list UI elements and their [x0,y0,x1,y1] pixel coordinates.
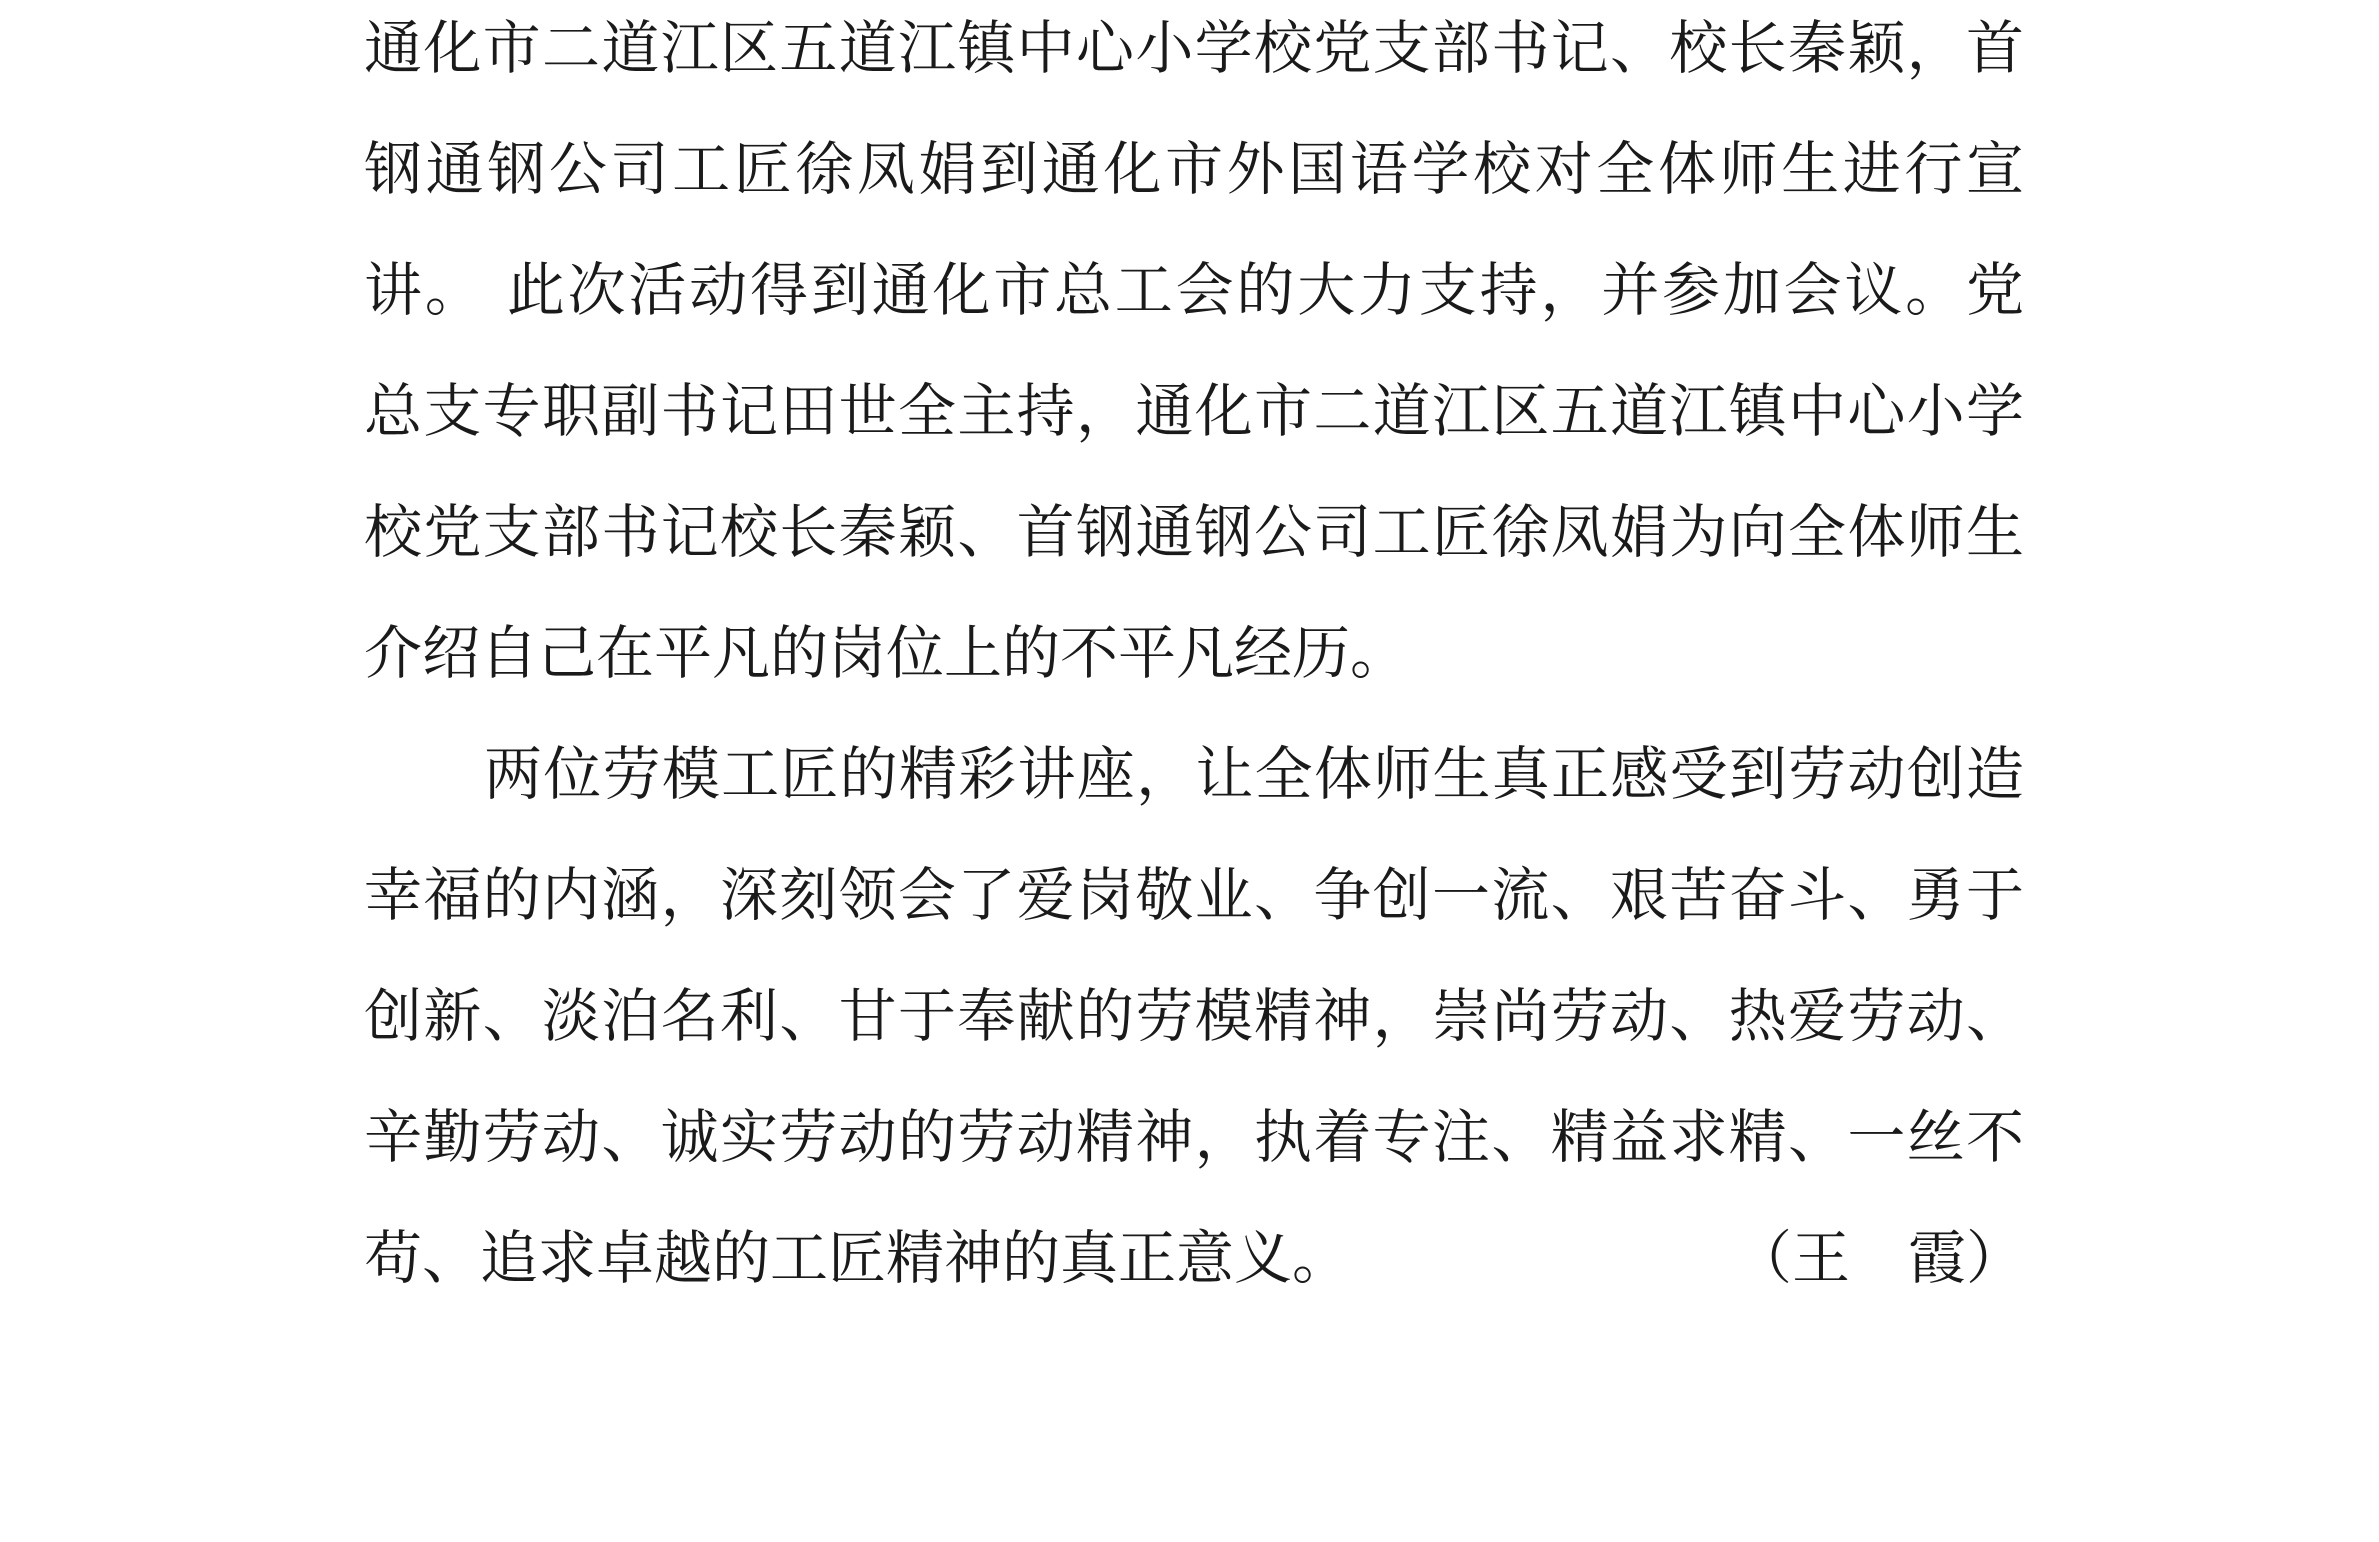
final-line [364,1210,2024,1331]
text-line: 苟、追求卓越的工匠精神的真正意义。 [364,1224,1351,1292]
article-body [364,0,2024,1331]
paragraph-1 [364,0,2024,726]
text-line: 介绍自己在平凡的岗位上的不平凡经历。 [364,619,1409,687]
text-line: 讲。 此次活动得到通化市总工会的大力支持，并参加会议。党 [364,256,2024,324]
text-line: 校党支部书记校长秦颖、首钢通钢公司工匠徐凤娟为向全体师生 [364,498,2024,566]
author-signature: （王 霞） [1733,1224,2024,1292]
text-line: 两位劳模工匠的精彩讲座，让全体师生真正感受到劳动创造 [484,740,2024,808]
text-line: 幸福的内涵，深刻领会了爱岗敬业、争创一流、艰苦奋斗、勇于 [364,861,2024,929]
text-line: 通化市二道江区五道江镇中心小学校党支部书记、校长秦颖，首 [364,14,2024,82]
text-line: 辛勤劳动、诚实劳动的劳动精神，执着专注、精益求精、一丝不 [364,1103,2024,1171]
text-line: 钢通钢公司工匠徐凤娟到通化市外国语学校对全体师生进行宣 [364,135,2024,203]
text-line: 总支专职副书记田世全主持，通化市二道江区五道江镇中心小学 [364,377,2024,445]
text-line: 创新、淡泊名利、甘于奉献的劳模精神，崇尚劳动、热爱劳动、 [364,982,2024,1050]
paragraph-2 [364,726,2024,1331]
